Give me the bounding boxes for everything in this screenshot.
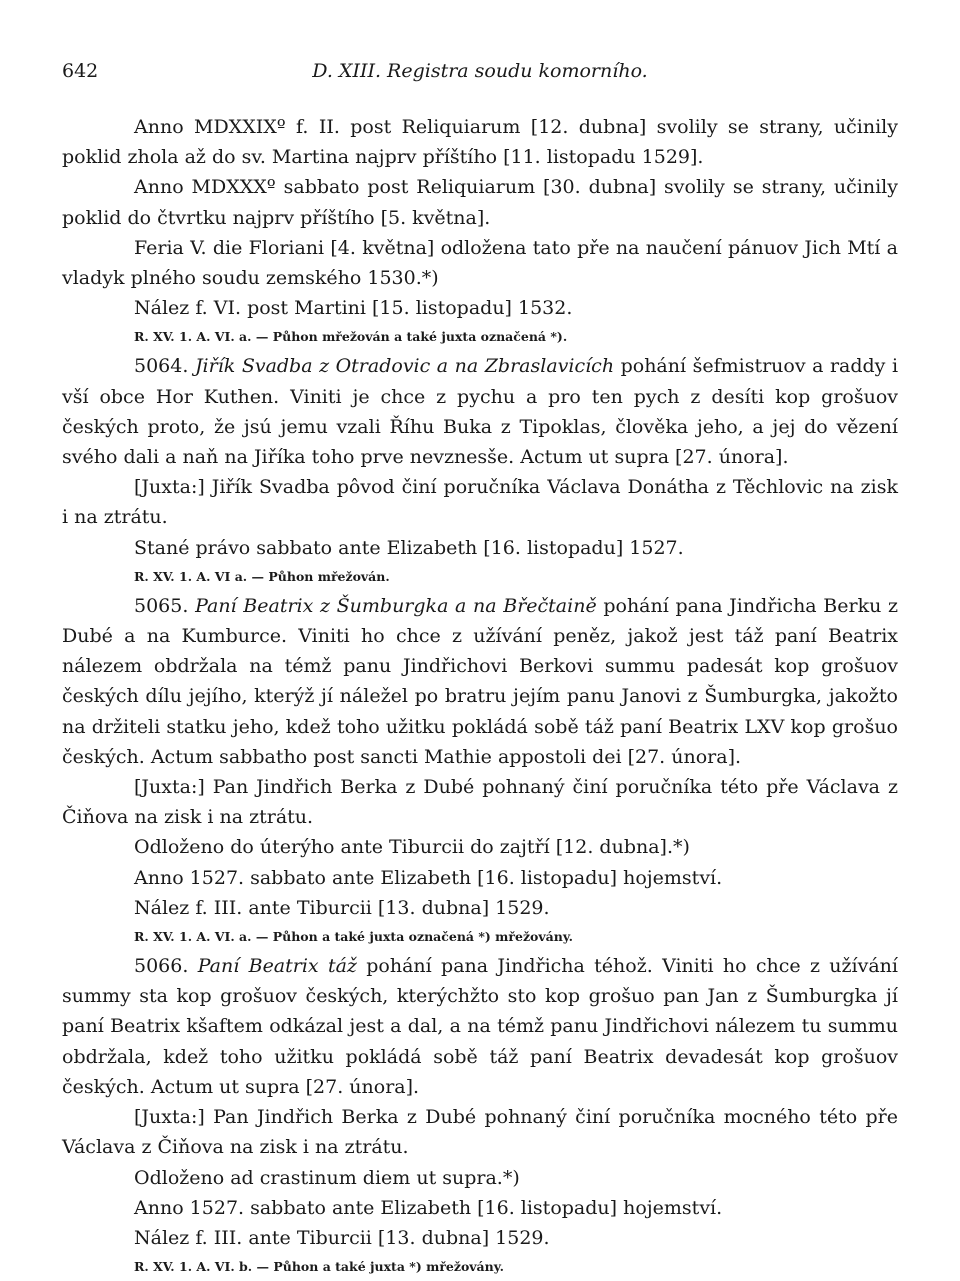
paragraph: Anno 1527. sabbato ante Elizabeth [16. listopadu] hojemství. [134,866,723,889]
source-note: R. XV. 1. A. VI. b. — Půhon a také juxta *) mřežovány. [134,1259,504,1275]
case-entry [62,591,898,772]
document-body [62,112,898,1281]
page-number: 642 [62,60,99,82]
paragraph: Anno MDXXIXº f. II. post Reliquiarum [12. dubna] svolily se strany, učinily poklid zhola až do sv. Martina najprv příštího [11. listopadu 1529]. [62,116,898,169]
case-party-name: Paní Beatrix z Šumburgka a na Břečtaině [195,594,597,617]
paragraph: Nález f. III. ante Tiburcii [13. dubna] 1529. [134,1226,550,1249]
paragraph: Odloženo ad crastinum diem ut supra.*) [134,1166,520,1189]
running-title: D. XIII. Registra soudu komorního. [312,60,648,82]
case-number: 5065. [134,594,189,617]
paragraph: Stané právo sabbato ante Elizabeth [16. listopadu] 1527. [134,536,684,559]
case-text: pohání šefmistruov a raddy i vší obce Hor Kuthen. Viniti je chce z pychu a pro ten pych z desíti kop grošuov českých proto, že jsú jemu vzali Říhu Buka z Tipoklas, člověka jeho, a jej do vězení svého dali a naň na Jiříka toho prve nevznesše. Actum ut supra [27. února]. [62,355,899,469]
paragraph: Nález f. III. ante Tiburcii [13. dubna] 1529. [134,896,550,919]
case-entry [62,351,898,472]
case-text: pohání pana Jindřicha téhož. Viniti ho chce z užívání summy sta kop grošuov českých, kterýchžto sto kop grošuo pan Jan z Šumburgka jí paní Beatrix kšaftem odkázal jest a dal, a na témž panu Jindřichovi nálezem tu summu obdržala, kdež toho užitku pokládá sobě táž paní Beatrix devadesát kop grošuov českých. Actum ut supra [27. února]. [62,955,898,1098]
paragraph: [Juxta:] Jiřík Svadba pôvod činí poručníka Václava Donátha z Těchlovic na zisk i na ztrátu. [62,476,898,529]
paragraph: Nález f. VI. post Martini [15. listopadu] 1532. [134,297,573,320]
paragraph: [Juxta:] Pan Jindřich Berka z Dubé pohnaný činí poručníka této pře Václava z Čiňova na zisk i na ztrátu. [62,776,898,829]
source-note: R. XV. 1. A. VI. a. — Půhon mřežován a také juxta označená *). [134,329,568,345]
paragraph: [Juxta:] Pan Jindřich Berka z Dubé pohnaný činí poručníka mocného této pře Václava z Čiňova na zisk i na ztrátu. [62,1106,898,1159]
paragraph: Anno 1527. sabbato ante Elizabeth [16. listopadu] hojemství. [134,1196,723,1219]
paragraph: Feria V. die Floriani [4. května] odložena tato pře na naučení pánuov Jich Mtí a vladyk plného soudu zemského 1530.*) [62,236,898,290]
case-party-name: Jiřík Svadba z Otradovic a na Zbraslavicích [194,355,615,378]
paragraph: Odloženo do úterýho ante Tiburcii do zajtří [12. dubna].*) [134,836,690,859]
case-number: 5064. [134,355,189,378]
case-entry [62,951,898,1102]
source-note: R. XV. 1. A. VI. a. — Půhon a také juxta označená *) mřežovány. [134,929,574,945]
source-note: R. XV. 1. A. VI a. — Půhon mřežován. [134,568,390,584]
case-text: pohání pana Jindřicha Berku z Dubé a na Kumburce. Viniti ho chce z užívání peněz, jakož jest táž paní Beatrix nálezem obdržala na témž panu Jindřichovi Berkovi summu padesát kop grošuov českých dílu jejího, kterýž jí náležel po bratru jejím panu Janovi z Šumburgka, jakožto na držiteli statku jeho, kdež toho užitku pokládá sobě táž paní Beatrix LXV kop grošuo českých. Actum sabbatho post sancti Mathie appostoli dei [27. února]. [62,594,898,768]
paragraph: Anno MDXXXº sabbato post Reliquiarum [30. dubna] svolily se strany, učinily poklid do čtvrtku najprv příštího [5. května]. [62,176,898,229]
case-party-name: Paní Beatrix táž [197,955,357,978]
page-header [62,60,898,90]
case-number: 5066. [134,955,189,978]
